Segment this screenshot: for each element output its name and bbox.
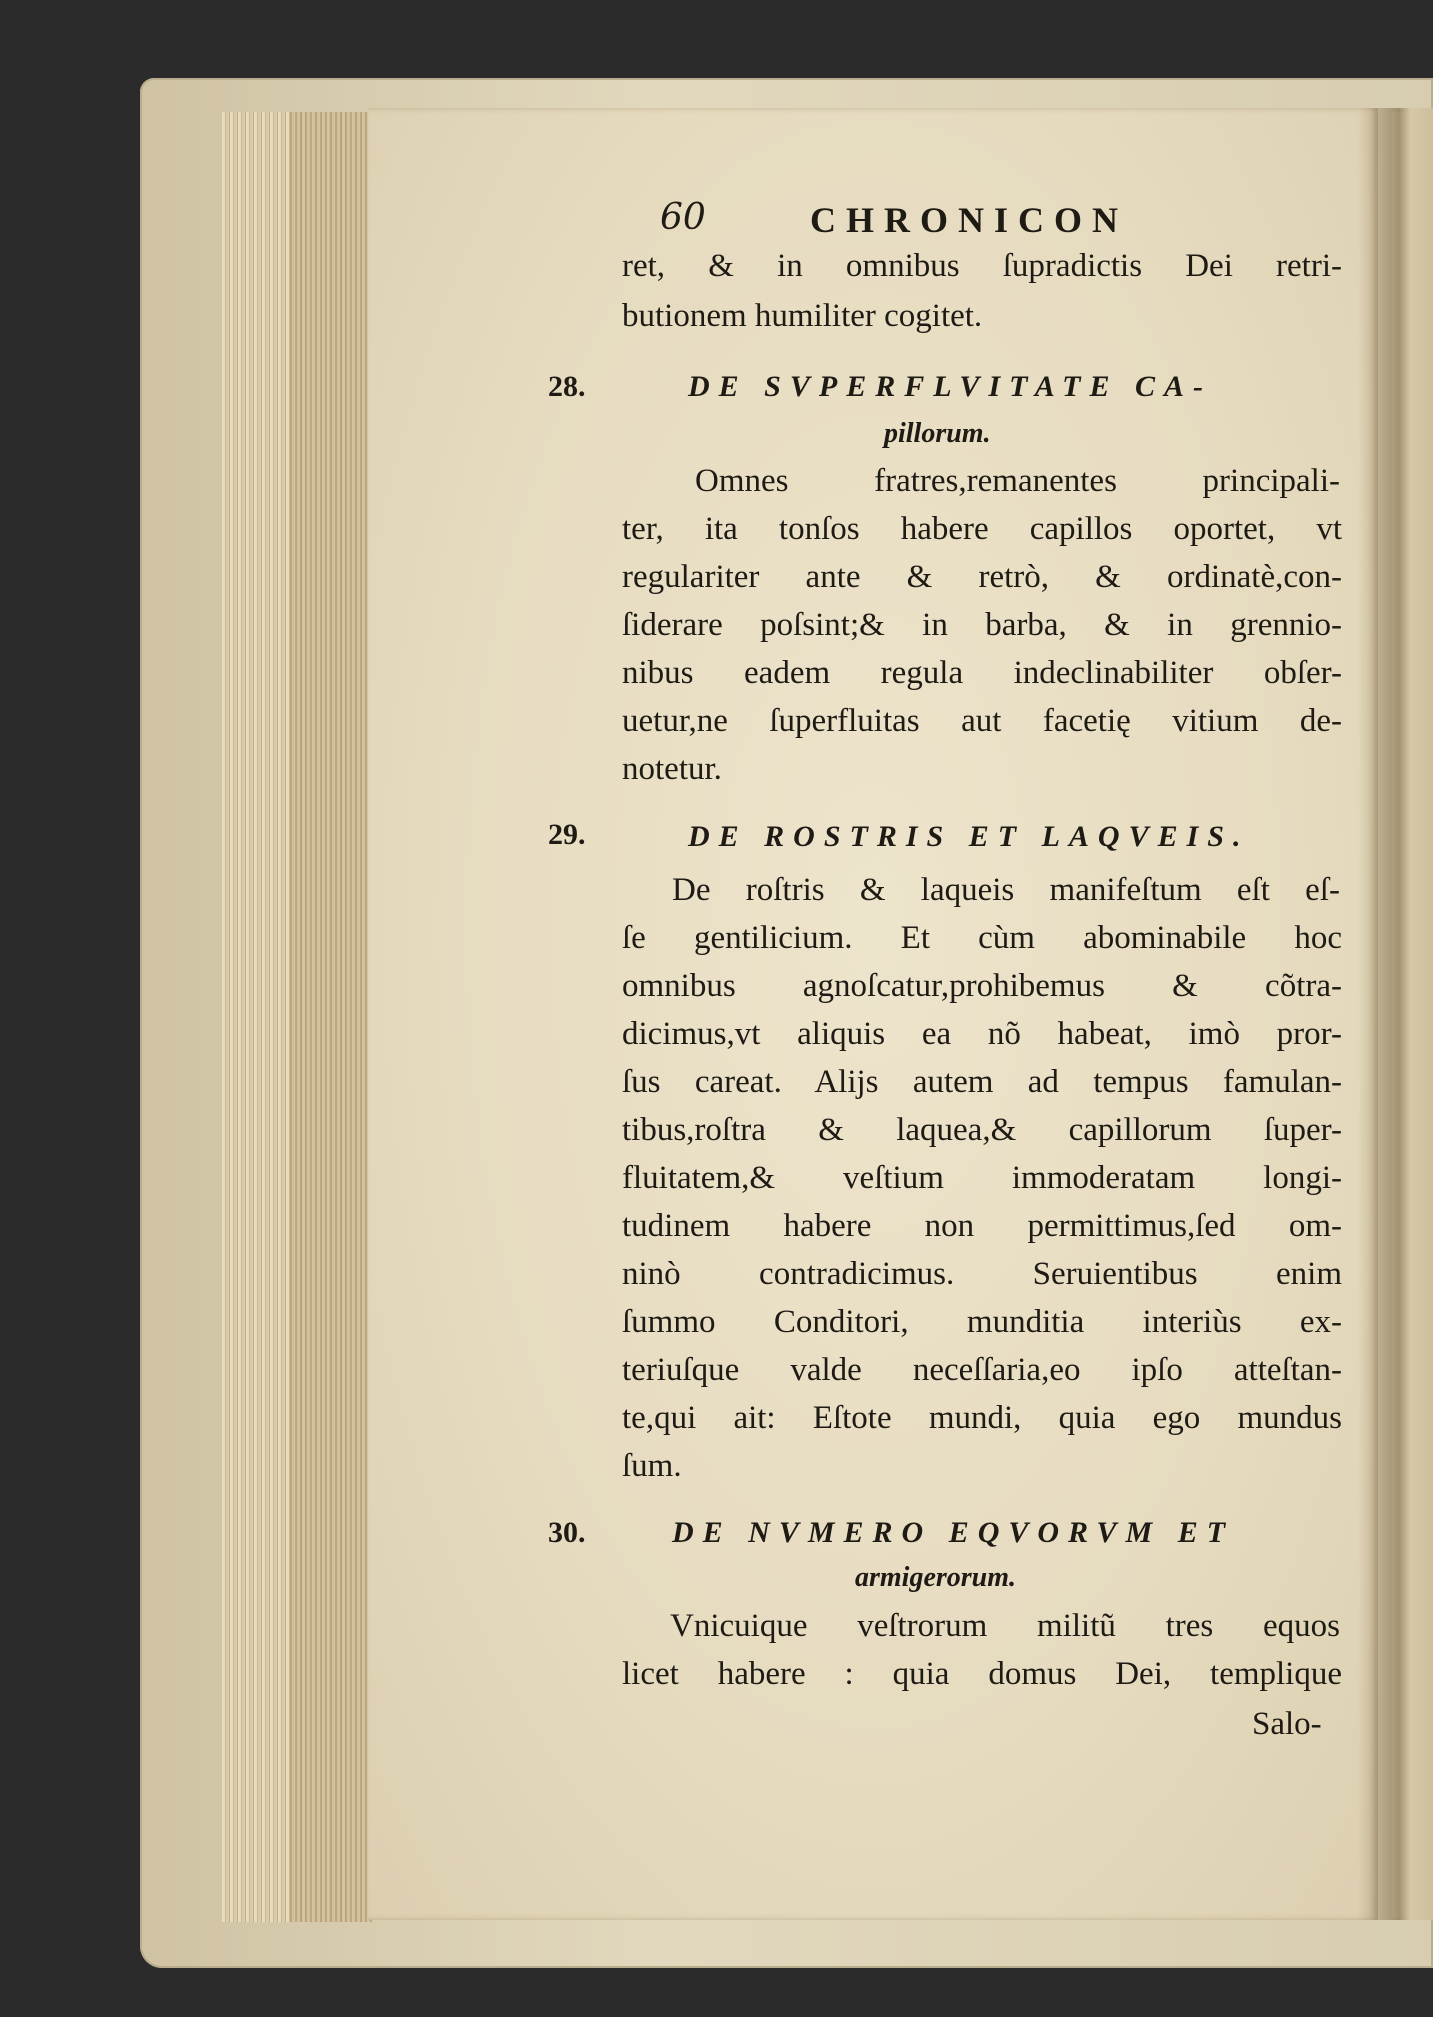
text-line: ſiderare poſsint;& in barba, & in grennio- — [622, 607, 1342, 643]
page-edges-shadow — [290, 112, 372, 1922]
text-line: dicimus,vt aliquis ea nõ habeat, imò pror- — [622, 1016, 1342, 1052]
section-number: 30. — [548, 1516, 586, 1549]
text-line: licet habere : quia domus Dei, templique — [622, 1656, 1342, 1692]
text-line: ſus careat. Alijs autem ad tempus famulan- — [622, 1064, 1342, 1100]
section-heading: DE ROSTRIS ET LAQVEIS. — [688, 820, 1250, 853]
section-number: 29. — [548, 818, 586, 851]
page-number: 60 — [660, 197, 706, 238]
text-line: ter, ita tonſos habere capillos oportet, vt — [622, 511, 1342, 547]
text-line: notetur. — [622, 751, 722, 787]
text-line: tudinem habere non permittimus,ſed om- — [622, 1208, 1342, 1244]
text-line: Vnicuique veſtrorum militũ tres equos — [670, 1608, 1340, 1644]
text-line: ſum. — [622, 1448, 682, 1484]
text-line: butionem humiliter cogitet. — [622, 298, 983, 334]
text-line: De roſtris & laqueis manifeſtum eſt eſ- — [672, 872, 1340, 908]
section-heading-continued: pillorum. — [884, 418, 991, 449]
text-line: ret, & in omnibus ſupradictis Dei retri- — [622, 248, 1342, 284]
text-line: nibus eadem regula indeclinabiliter obſer- — [622, 655, 1342, 691]
section-heading: DE NVMERO EQVORVM ET — [672, 1516, 1235, 1549]
text-line: regulariter ante & retrò, & ordinatè,con- — [622, 559, 1342, 595]
section-heading: DE SVPERFLVITATE CA- — [688, 370, 1212, 403]
running-title: CHRONICON — [810, 200, 1129, 240]
text-line: omnibus agnoſcatur,prohibemus & cõtra- — [622, 968, 1342, 1004]
section-number: 28. — [548, 370, 586, 403]
catchword: Salo- — [1252, 1706, 1322, 1742]
text-line: ſummo Conditori, munditia interiùs ex- — [622, 1304, 1342, 1340]
text-line: teriuſque valde neceſſaria,eo ipſo atteſtan- — [622, 1352, 1342, 1388]
text-line: tibus,roſtra & laquea,& capillorum ſuper- — [622, 1112, 1342, 1148]
text-line: uetur,ne ſuperfluitas aut facetię vitium de- — [622, 703, 1342, 739]
text-line: te,qui ait: Eſtote mundi, quia ego mundus — [622, 1400, 1342, 1436]
text-line: ninò contradicimus. Seruientibus enim — [622, 1256, 1342, 1292]
section-heading-continued: armigerorum. — [855, 1562, 1017, 1593]
text-line: Omnes fratres,remanentes principali- — [695, 463, 1340, 499]
text-line: ſe gentilicium. Et cùm abominabile hoc — [622, 920, 1342, 956]
gutter-shadow — [1358, 108, 1433, 1920]
text-line: fluitatem,& veſtium immoderatam longi- — [622, 1160, 1342, 1196]
